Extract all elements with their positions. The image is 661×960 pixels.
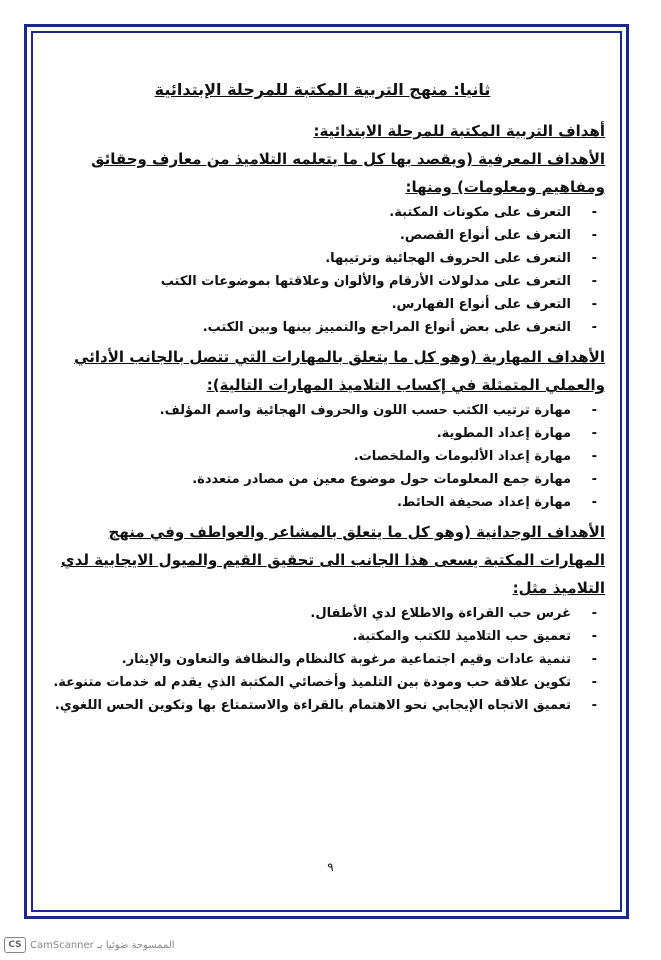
goals-heading: أهداف التربية المكتبة للمرحلة الابتدائية: [313,122,605,140]
cognitive-list [40,201,605,339]
watermark-text: CamScanner الممسوحة ضوئيا بـ [30,939,175,951]
list-item: - التعرف على مدلولات الأرقام والألوان وعلاقتها بموضوعات الكتب [40,270,605,293]
page-number: ٩ [327,860,334,874]
list-item: - تكوين علاقة حب ومودة بين التلميذ وأخصائي المكتبة الذي يقدم له خدمات متنوعة. [40,671,605,694]
camscanner-watermark [4,937,175,953]
list-item: - التعرف على الحروف الهجائية وترتيبها. [40,247,605,270]
list-item: - غرس حب القراءة والاطلاع لدي الأطفال. [40,602,605,625]
list-item: - مهارة جمع المعلومات حول موضوع معين من مصادر متعددة. [40,468,605,491]
list-item: - تعميق حب التلاميذ للكتب والمكتبة. [40,625,605,648]
list-item: - مهارة إعداد المطوية. [40,422,605,445]
camscanner-logo-icon: CS [4,937,26,953]
list-item: - التعرف على بعض أنواع المراجع والتمييز بينها وبين الكتب. [40,316,605,339]
list-item: - التعرف على أنواع القصص. [40,224,605,247]
list-item: - مهارة إعداد صحيفة الحائط. [40,491,605,514]
list-item: - مهارة ترتيب الكتب حسب اللون والحروف الهجائية واسم المؤلف. [40,399,605,422]
list-item: - تنمية عادات وقيم اجتماعية مرغوبة كالنظام والنظافة والتعاون والإيثار. [40,648,605,671]
list-item: - التعرف على مكونات المكتبة. [40,201,605,224]
skills-heading: الأهداف المهارية (وهو كل ما يتعلق بالمهارات التي تتصل بالجانب الأدائي والعملي المتمثلة في إكساب التلاميذ المهارات التالية): [74,348,605,394]
list-item: - التعرف على أنواع الفهارس. [40,293,605,316]
page-title: ثانيا: منهج التربية المكتبة للمرحلة الإبتدائية [154,80,491,99]
skills-list [40,399,605,514]
list-item: - مهارة إعداد الألبومات والملخصات. [40,445,605,468]
list-item: - تعميق الاتجاه الإيجابي نحو الاهتمام بالقراءة والاستمتاع بها وتكوين الحس اللغوي. [40,694,605,717]
cognitive-heading: الأهداف المعرفية (ويقصد بها كل ما يتعلمه التلاميذ من معارف وحقائق ومفاهيم ومعلومات) ومنها: [91,150,605,196]
affective-heading: الأهداف الوجدانية (وهو كل ما يتعلق بالمشاعر والعواطف وفي منهج المهارات المكتبة يسعى هذا الجانب الى تحقيق القيم والميول الايجابية لدي التلاميذ مثل: [60,523,605,597]
affective-list [40,602,605,717]
document-body [40,80,605,721]
